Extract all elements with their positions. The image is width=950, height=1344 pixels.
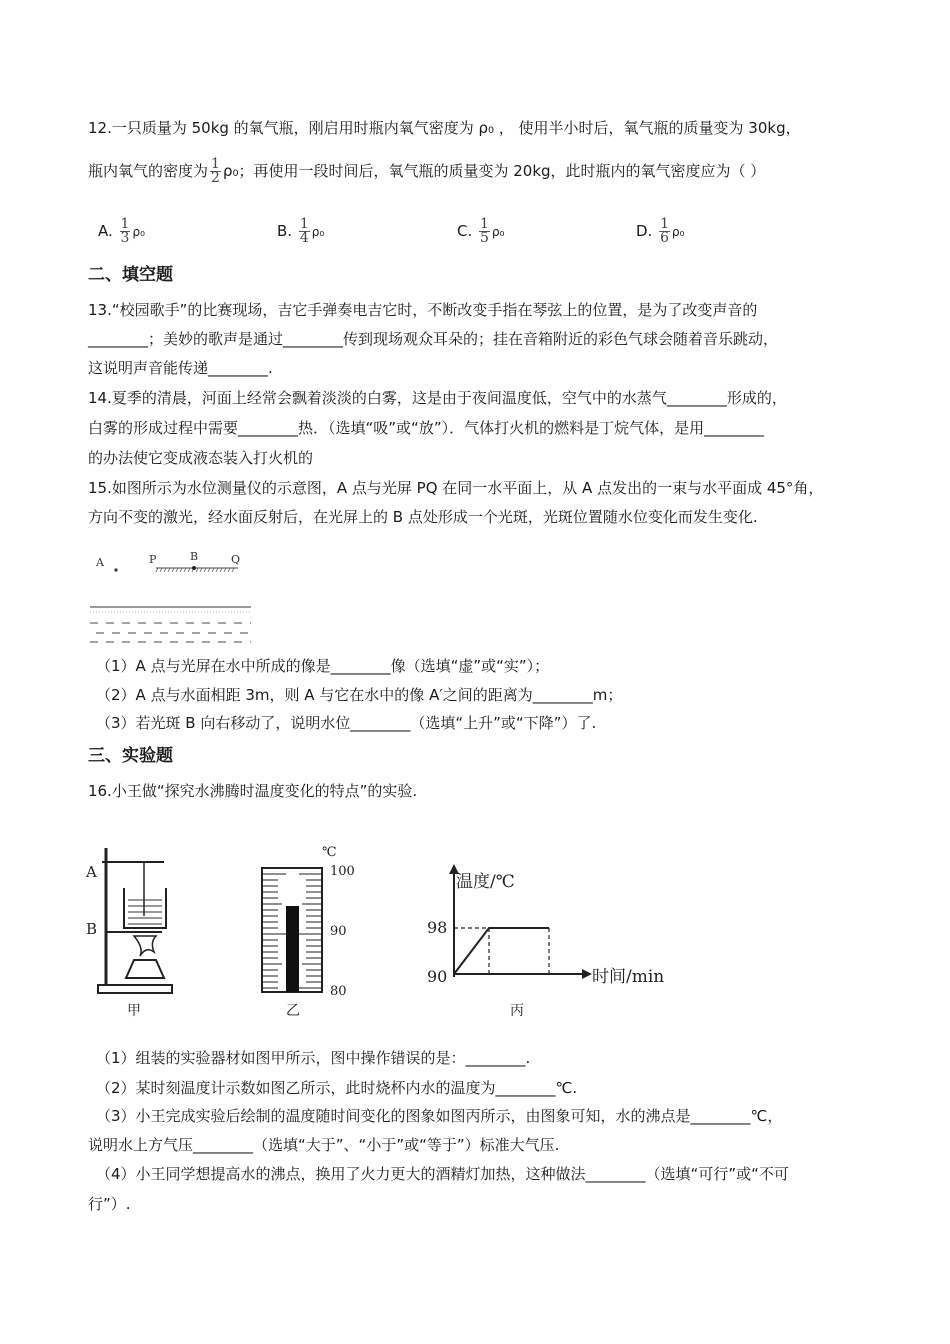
q16-intro: 16.小王做“探究水沸腾时温度变化的特点”的实验. bbox=[88, 782, 418, 800]
q14-line1: 14.夏季的清晨，河面上经常会飘着淡淡的白雾，这是由于夜间温度低，空气中的水蒸气________形成的， bbox=[88, 389, 787, 407]
q12-line2 bbox=[88, 158, 765, 185]
section-heading-experiment: 三、实验题 bbox=[88, 746, 173, 766]
q12-line2-end: ρ₀；再使用一段时间后，氧气瓶的质量变为 20kg，此时瓶内的氧气密度应为（ ） bbox=[222, 162, 766, 180]
alcohol-lamp bbox=[126, 960, 164, 978]
temperature-graph-bing bbox=[424, 840, 684, 1022]
q12-line1: 12.一只质量为 50kg 的氧气瓶，刚启用时瓶内氧气密度为 ρ₀ ， 使用半小时后，氧气瓶的质量变为 30kg， bbox=[88, 119, 801, 137]
q12-option-a[interactable]: A. $\frac{1}{3}$ ρ₀ bbox=[98, 216, 145, 246]
q16-sub4-cont: 行”）. bbox=[88, 1195, 131, 1213]
q16-sub3: （3）小王完成实验后绘制的温度随时间变化的图象如图丙所示，由图象可知，水的沸点是________℃， bbox=[96, 1107, 783, 1125]
flame bbox=[134, 936, 156, 956]
q14-line3: 的办法使它变成液态装入打火机的 bbox=[88, 449, 314, 467]
caption-bing: 丙 bbox=[510, 1003, 524, 1019]
thermometer-figure-yi bbox=[250, 840, 370, 1022]
apparatus-figure-jia bbox=[84, 840, 184, 1022]
tick-90: 90 bbox=[330, 924, 347, 939]
q13-line2: ________；美妙的歌声是通过________传到现场观众耳朵的；挂在音箱附近的彩色气球会随着音乐跳动， bbox=[88, 330, 779, 348]
point-q-label: Q bbox=[231, 553, 241, 566]
half-fraction: $\frac{1}{2}$ bbox=[211, 156, 220, 186]
x-axis-arrow bbox=[582, 969, 592, 979]
y-axis-label: 温度/℃ bbox=[456, 872, 515, 892]
x-axis-label: 时间/min bbox=[592, 967, 665, 987]
label-b: B bbox=[86, 920, 98, 938]
label-a: A bbox=[86, 863, 97, 881]
caption-jia: 甲 bbox=[127, 1003, 141, 1019]
q12-option-b[interactable]: B. $\frac{1}{4}$ ρ₀ bbox=[277, 216, 325, 246]
q12-option-d[interactable]: D. $\frac{1}{6}$ ρ₀ bbox=[636, 216, 685, 246]
point-a-label: A bbox=[96, 556, 104, 569]
q16-sub1: （1）组装的实验器材如图甲所示，图中操作错误的是：________. bbox=[96, 1049, 531, 1067]
q15-sub2: （2）A 点与水面相距 3m，则 A 与它在水中的像 A′之间的距离为________m； bbox=[96, 686, 623, 704]
water-level-figure bbox=[86, 545, 258, 645]
beaker-water bbox=[128, 900, 162, 924]
section-heading-fill-in: 二、填空题 bbox=[88, 265, 173, 285]
q15-sub3: （3）若光斑 B 向右移动了，说明水位________（选填“上升”或“下降”）了. bbox=[96, 714, 597, 732]
tick-80: 80 bbox=[330, 984, 347, 999]
q15-line2: 方向不变的激光，经水面反射后，在光屏上的 B 点处形成一个光斑，光斑位置随水位变化而发生变化. bbox=[88, 508, 758, 526]
temperature-curve bbox=[454, 928, 549, 974]
q16-sub4: （4）小王同学想提高水的沸点，换用了火力更大的酒精灯加热，这种做法________（选填“可行”或“不可 bbox=[96, 1165, 789, 1183]
q16-sub2: （2）某时刻温度计示数如图乙所示，此时烧杯内水的温度为________℃. bbox=[96, 1079, 578, 1097]
point-b-label: B bbox=[190, 550, 199, 563]
thermo-unit: ℃ bbox=[322, 845, 337, 860]
q13-line3: 这说明声音能传递________. bbox=[88, 359, 273, 377]
q12-line2-start: 瓶内氧气的密度为 bbox=[88, 162, 209, 180]
point-a bbox=[114, 568, 117, 571]
q15-line1: 15.如图所示为水位测量仪的示意图，A 点与光屏 PQ 在同一水平面上，从 A 点发出的一束与水平面成 45°角， bbox=[88, 479, 824, 497]
point-b bbox=[192, 566, 196, 570]
beaker bbox=[124, 888, 166, 928]
q12-option-c[interactable]: C. $\frac{1}{5}$ ρ₀ bbox=[457, 216, 505, 246]
y-tick-98: 98 bbox=[427, 918, 448, 937]
q16-sub3-cont: 说明水上方气压________（选填“大于”、“小于”或“等于”）标准大气压. bbox=[88, 1136, 560, 1154]
q13-line1: 13.“校园歌手”的比赛现场，吉它手弹奏电吉它时，不断改变手指在琴弦上的位置，是为了改变声音的 bbox=[88, 301, 758, 319]
tick-100: 100 bbox=[330, 864, 355, 879]
point-p-label: P bbox=[149, 553, 157, 566]
caption-yi: 乙 bbox=[286, 1003, 300, 1019]
q15-sub1: （1）A 点与光屏在水中所成的像是________像（选填“虚”或“实”）； bbox=[96, 657, 550, 675]
y-tick-90: 90 bbox=[427, 967, 448, 986]
q14-line2: 白雾的形成过程中需要________热．（选填“吸”或“放”）．气体打火机的燃料是丁烷气体，是用________ bbox=[88, 419, 765, 437]
mercury-column bbox=[286, 906, 299, 992]
stand-base bbox=[98, 985, 172, 993]
